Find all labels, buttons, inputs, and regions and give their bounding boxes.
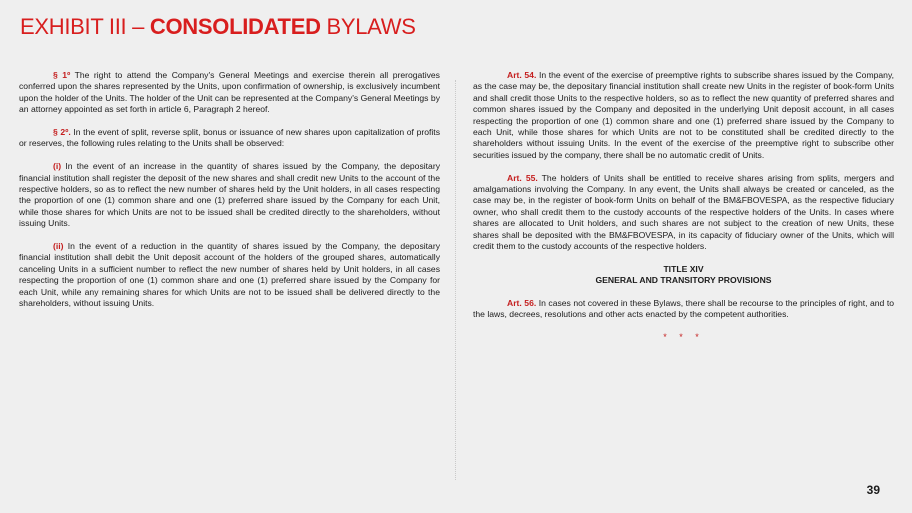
title-suffix: BYLAWS — [320, 14, 416, 39]
article-56-label: Art. 56. — [507, 298, 537, 309]
item-ii-text: In the event of a reduction in the quantity of shares issued by the Company, the depositary financial institution shall debit the Unit deposit account of the holders of the grouped shares, automatically canceling Units in a sufficient number to reflect the new number of shares held by Unit holders, in all cases respecting the proportion of one (1) common share and one (1) preferred share issued by the Company for each Unit, while any remaining shares for which Units are not to be issued shall be delivered directly to the shareholders, without issuing Units. — [19, 241, 440, 309]
article-55 — [473, 173, 894, 253]
article-56-text: In cases not covered in these Bylaws, there shall be recourse to the principles of right, and to the laws, decrees, resolutions and other acts enacted by the competent authorities. — [473, 298, 894, 320]
item-ii — [19, 241, 440, 309]
paragraph-1-label: § 1º — [53, 70, 71, 80]
section-title-number: TITLE XIV — [663, 263, 704, 274]
article-56 — [473, 298, 894, 321]
article-54-text: In the event of the exercise of preemptive rights to subscribe shares issued by the Company, as the case may be, the depositary financial institution shall create new Units in the register of book-form Units and shall credit those Units to the respective holders, so as to reflect the new quantity of preferred shares and common shares issued by the Company and deposited in the underlying Unit deposit account, in all cases respecting the proportion of one (1) common share and one (1) preferred share issued by the Company to each Unit, while those shares for which Units are not to be constituted shall be credited directly to the shareholders without issuing Units. In the event of the exercise of the preemptive right to subscribe other securities issued by the company, there shall be no automatic credit of Units. — [473, 70, 895, 160]
page-title — [20, 14, 416, 40]
item-i-text: In the event of an increase in the quantity of shares issued by the Company, the depositary financial institution shall register the deposit of the new shares and shall credit new Units to the account of the respective holders, so as to reflect the new number of shares held by the Unit holders, in all cases respecting the proportion of one (1) common share and one (1) preferred share issued by the Company for each Unit, while those shares for which Units are not to be issued shall be credited directly to the shareholders, without issuing Units. — [19, 161, 440, 229]
item-ii-label: (ii) — [53, 241, 64, 252]
page-number: 39 — [866, 483, 880, 497]
column-divider — [455, 80, 456, 480]
paragraph-1 — [19, 70, 440, 116]
title-prefix: EXHIBIT III – — [20, 14, 150, 39]
article-55-label: Art. 55. — [507, 172, 538, 183]
paragraph-2 — [19, 127, 440, 150]
end-stars: * * * — [663, 332, 704, 343]
item-i — [19, 161, 440, 229]
right-column — [473, 70, 894, 344]
article-55-text: The holders of Units shall be entitled to receive shares arising from splits, mergers and amalgamations involving the Company. In any event, the Units shall always be created or canceled, as the case may be, in the register of book-form Units on behalf of the BM&FBOVESPA, as the respective fiduciary owner, who shall credit them to the custody accounts of the respective holders of the Units. In cases where shares are allocated to Unit holders, and such shares are not subject to the creation of new Units, these shares shall be deposited with the BM&FBOVESPA, in its capacity of fiduciary owner of the Units, which will credit them to the custody accounts of the respective holders. — [473, 172, 894, 252]
title-bold: CONSOLIDATED — [149, 14, 321, 39]
paragraph-1-text: The right to attend the Company's General Meetings and exercise therein all prerogatives conferred upon the shares represented by the Units, upon confirmation of ownership, is exclusively incumbent upon the holder of the Units. The holder of the Unit can be represented at the Company's General Meetings by an attorney appointed as set forth in article 6, Paragraph 2 hereof. — [19, 70, 440, 115]
article-54 — [473, 70, 894, 161]
article-54-label: Art. 54. — [507, 70, 537, 80]
left-column — [19, 70, 440, 321]
section-title-name: GENERAL AND TRANSITORY PROVISIONS — [595, 275, 772, 286]
paragraph-2-text: In the event of split, reverse split, bonus or issuance of new shares upon capitalization of profits or reserves, the following rules relating to the Units shall be observed: — [19, 127, 440, 149]
paragraph-2-label: § 2º. — [53, 127, 71, 138]
item-i-label: (i) — [53, 161, 62, 172]
